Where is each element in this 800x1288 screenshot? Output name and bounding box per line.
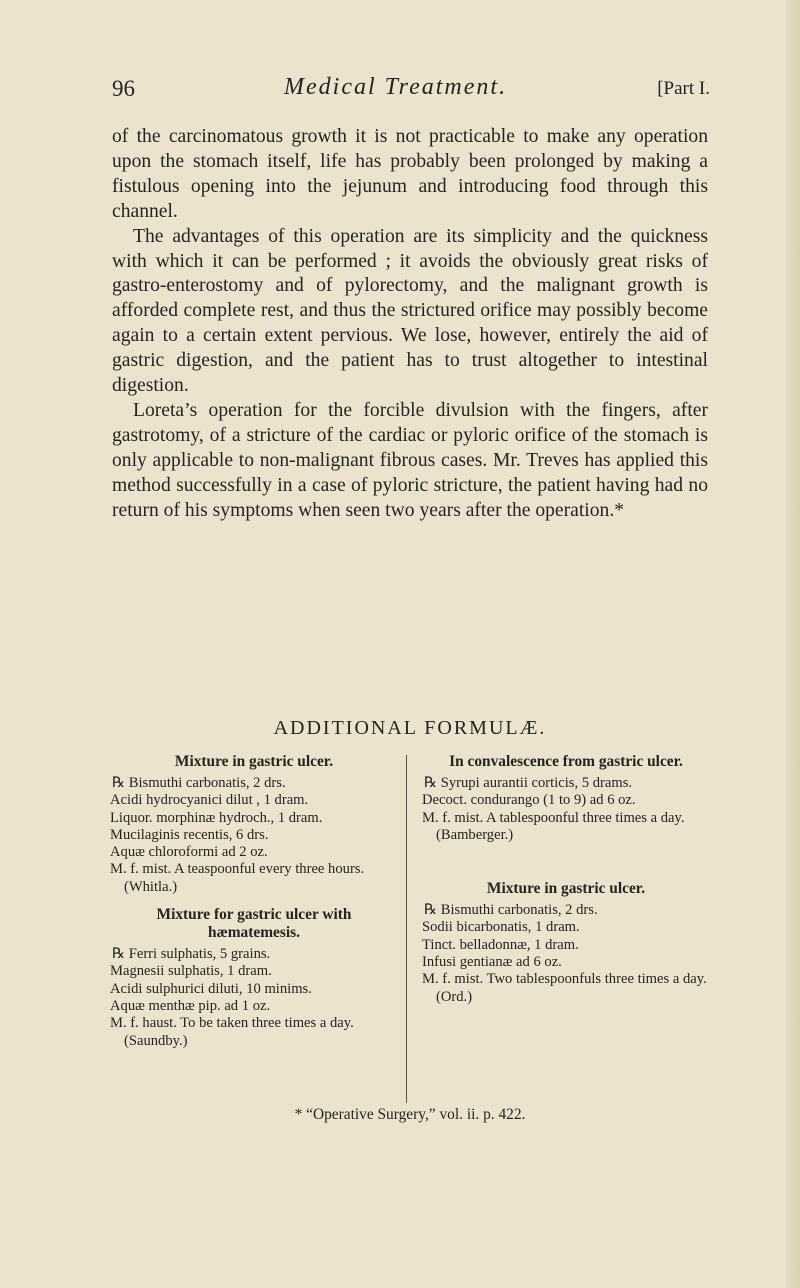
formula-line: ℞ Ferri sulphatis, 5 grains. — [112, 946, 271, 963]
formulae-column-left — [112, 753, 396, 1060]
paragraph: Loreta’s operation for the forcible divulsion with the fingers, after gastrotomy, of a stricture of the cardiac or pyloric orifice of the stomach is only applicable to non-malignant fibrous cases. Mr. Treves has applied this method successfully in a case of pyloric stricture, the patient having had no return of his symptoms when seen two years after the operation.* — [112, 399, 708, 521]
formula-line: Infusi gentianæ ad 6 oz. — [422, 954, 562, 971]
section-heading: ADDITIONAL FORMULÆ. — [273, 717, 547, 739]
formula-title: Mixture in gastric ulcer. — [174, 753, 334, 770]
formula-line: Aquæ menthæ pip. ad 1 oz. — [110, 997, 271, 1014]
formula-line: M. f. mist. A teaspoonful every three hours. (Whitla.) — [110, 861, 365, 895]
formula-line: Acidi sulphurici diluti, 10 minims. — [110, 980, 312, 997]
formula-line: Sodii bicarbonatis, 1 dram. — [422, 919, 580, 936]
formula-title: Mixture in gastric ulcer. — [486, 880, 646, 898]
formula — [112, 753, 396, 896]
formula — [424, 880, 708, 1006]
formula-line: M. f. mist. A tablespoonful three times a day. (Bamberger.) — [422, 809, 685, 843]
running-title: Medical Treatment. — [284, 74, 508, 100]
formula-line: Aquæ chloroformi ad 2 oz. — [110, 844, 268, 861]
formula-line: Tinct. belladonnæ, 1 dram. — [422, 936, 579, 953]
formula-line: Acidi hydrocyanici dilut , 1 dram. — [110, 792, 309, 809]
part-label: [Part I. — [657, 78, 710, 99]
formula-line: ℞ Bismuthi carbonatis, 2 drs. — [112, 775, 286, 791]
paragraph: The advantages of this operation are its simplicity and the quickness with which it can be performed ; it avoids the obviously great risks of gastro-enterostomy and of pylorectomy, and the malignant growth is afforded complete rest, and thus the strictured orifice may possibly become again to a certain extent pervious. We lose, however, entirely the aid of gastric digestion, and the patient has to trust altogether to intestinal digestion. — [112, 225, 708, 397]
column-divider — [406, 755, 407, 1103]
formulae-column-right — [424, 753, 708, 1016]
page-edge — [786, 0, 800, 1288]
formula-title: Mixture for gastric ulcer with hæmatemesis. — [156, 906, 352, 942]
formula-line: ℞ Bismuthi carbonatis, 2 drs. — [424, 902, 598, 919]
formula-title: In convalescence from gastric ulcer. — [449, 753, 683, 770]
paragraph: of the carcinomatous growth it is not practicable to make any operation upon the stomach itself, life has probably been prolonged by making a fistulous opening into the jejunum and introducing food through this channel. — [112, 126, 708, 222]
formula — [112, 906, 396, 1050]
footnote: * “Operative Surgery,” vol. ii. p. 422. — [294, 1106, 526, 1123]
body-text — [112, 125, 708, 524]
formula-line: ℞ Syrupi aurantii corticis, 5 drams. — [424, 775, 633, 791]
page-number: 96 — [112, 76, 135, 101]
formula-line: Liquor. morphinæ hydroch., 1 dram. — [110, 809, 323, 826]
running-header — [104, 76, 710, 110]
formula-line: Mucilaginis recentis, 6 drs. — [110, 826, 269, 843]
formula-line: M. f. mist. Two tablespoonfuls three times a day. (Ord.) — [422, 971, 707, 1005]
formula-line: Decoct. condurango (1 to 9) ad 6 oz. — [422, 792, 636, 809]
formula-line: Magnesii sulphatis, 1 dram. — [110, 963, 272, 980]
formula — [424, 753, 708, 844]
formula-line: M. f. haust. To be taken three times a day. (Saundby.) — [110, 1015, 354, 1049]
